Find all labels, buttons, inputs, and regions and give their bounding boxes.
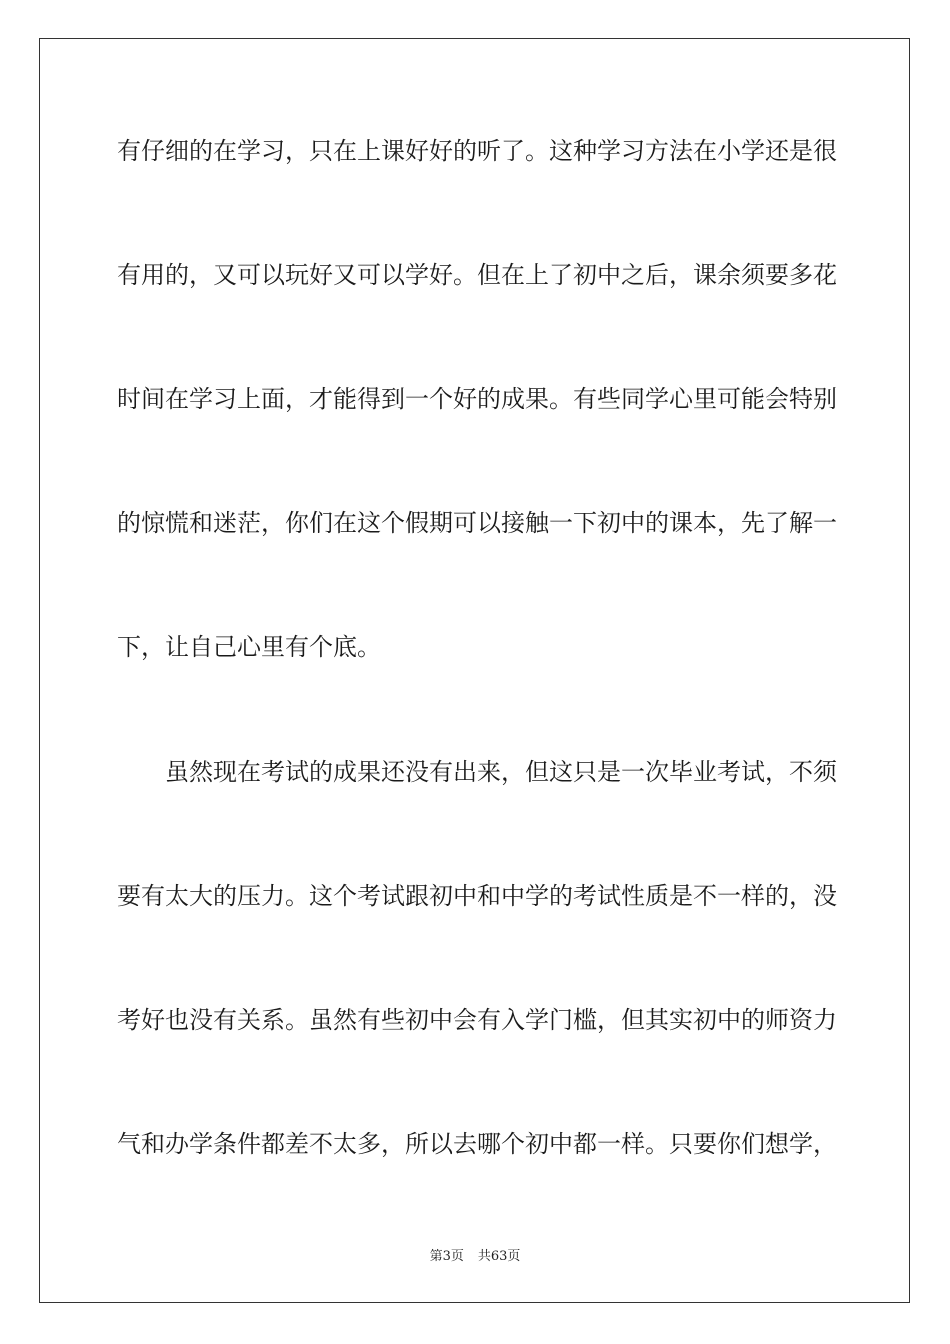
page-number-current: 第3页 (429, 1249, 464, 1264)
paragraph-first-line: 虽然现在考试的成果还没有出来，但这只是一次毕业考试，不须 (165, 758, 837, 786)
page-number-total: 共63页 (477, 1249, 521, 1264)
body-text-line: 的惊慌和迷茫，你们在这个假期可以接触一下初中的课本，先了解一 (117, 509, 837, 537)
page-border (39, 38, 910, 1303)
body-text-line: 要有太大的压力。这个考试跟初中和中学的考试性质是不一样的，没 (117, 882, 837, 910)
body-text-line: 考好也没有关系。虽然有些初中会有入学门槛，但其实初中的师资力 (117, 1006, 837, 1034)
body-text-line: 有仔细的在学习，只在上课好好的听了。这种学习方法在小学还是很 (117, 137, 837, 165)
body-text-line: 气和办学条件都差不太多，所以去哪个初中都一样。只要你们想学， (117, 1130, 837, 1158)
body-text-line: 时间在学习上面，才能得到一个好的成果。有些同学心里可能会特别 (117, 385, 837, 413)
body-text-line: 下，让自己心里有个底。 (117, 633, 381, 661)
page-footer (0, 1249, 950, 1265)
body-text-line: 有用的，又可以玩好又可以学好。但在上了初中之后，课余须要多花 (117, 261, 837, 289)
